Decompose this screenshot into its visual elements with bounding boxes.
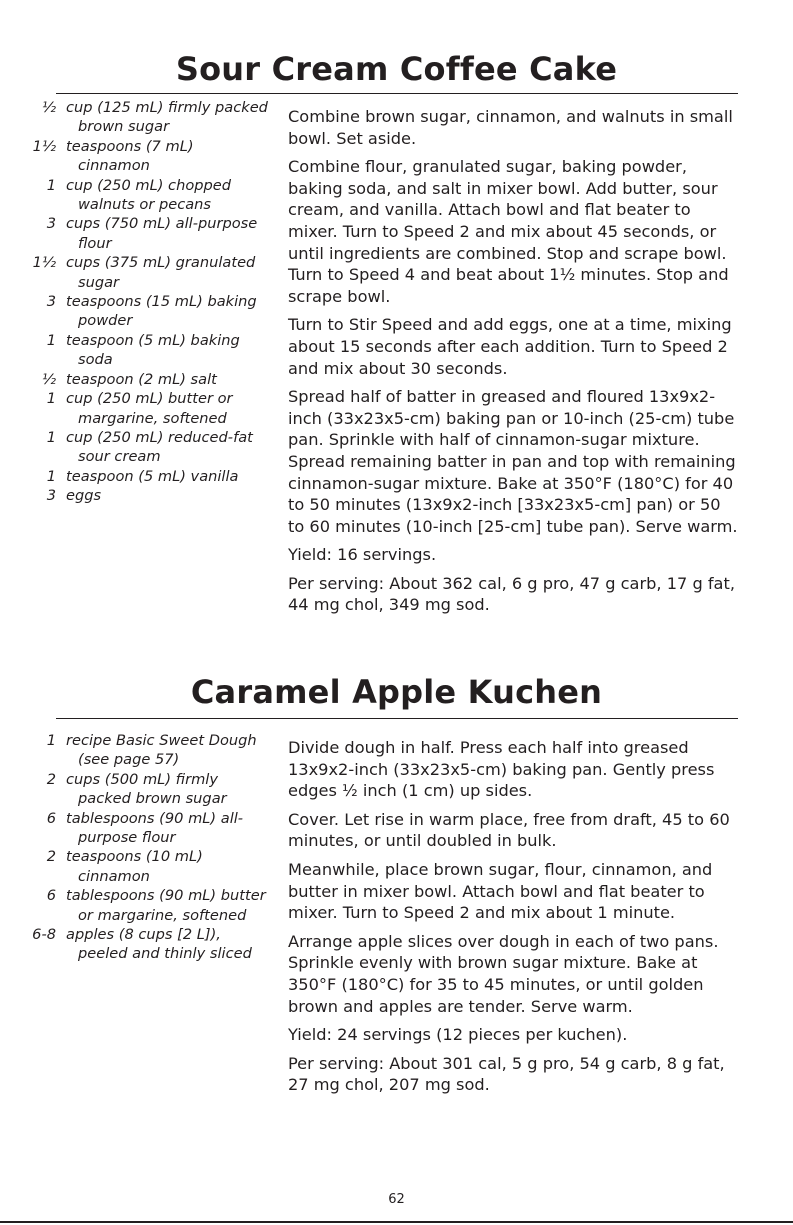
ingredient-desc: cup (250 mL) chopped walnuts or pecans bbox=[66, 176, 232, 214]
ingredient-desc: tablespoons (90 mL) all-purpose flour bbox=[66, 809, 244, 847]
ingredient-item bbox=[30, 389, 270, 428]
ingredient-desc: cups (750 mL) all-purpose flour bbox=[66, 215, 258, 252]
ingredient-item bbox=[30, 137, 270, 176]
bottom-rule bbox=[0, 1221, 793, 1223]
title-rule bbox=[56, 718, 738, 719]
title-rule bbox=[56, 93, 738, 94]
ingredient-item bbox=[30, 467, 270, 486]
ingredient-qty: 6 bbox=[46, 887, 56, 905]
ingredient-item bbox=[30, 731, 270, 770]
ingredient-item bbox=[30, 176, 270, 215]
direction-paragraph: Meanwhile, place brown sugar, flour, cinnamon, and butter in mixer bowl. Attach bowl and flat beater to mixer. Turn to Speed 2 and mix about 1 minute. bbox=[288, 859, 713, 923]
ingredient-qty: 6-8 bbox=[32, 926, 56, 944]
ingredient-desc: cups (375 mL) granulated sugar bbox=[66, 254, 256, 291]
ingredient-desc: teaspoons (10 mL) cinnamon bbox=[66, 848, 203, 885]
page-number: 62 bbox=[388, 1192, 405, 1207]
ingredient-qty: 6 bbox=[46, 809, 56, 827]
ingredient-desc: recipe Basic Sweet Dough (see page 57) bbox=[66, 732, 257, 769]
direction-paragraph: Combine flour, granulated sugar, baking powder, baking soda, and salt in mixer bowl. Add butter, sour cream, and vanilla. Attach bowl and flat beater to mixer. Turn to Speed 2 and mix about 45 seconds, or until ingredients are combined. Stop and scrape bowl. Turn to Speed 4 and beat about 1½ minutes. Stop and scrape bowl. bbox=[288, 157, 729, 306]
ingredient-desc: teaspoons (15 mL) baking powder bbox=[66, 293, 257, 330]
ingredient-qty: 2 bbox=[46, 848, 56, 866]
recipe-title-sour-cream-coffee-cake: Sour Cream Coffee Cake bbox=[175, 50, 618, 88]
ingredient-qty: 1 bbox=[46, 467, 56, 485]
ingredient-item bbox=[30, 847, 270, 886]
ingredient-qty: 1 bbox=[46, 732, 56, 749]
ingredient-qty: 1½ bbox=[32, 137, 56, 155]
recipe-title-caramel-apple-kuchen: Caramel Apple Kuchen bbox=[190, 673, 603, 711]
ingredient-item bbox=[30, 214, 270, 253]
ingredient-desc: tablespoons (90 mL) butter or margarine, softened bbox=[66, 887, 266, 924]
direction-paragraph: Divide dough in half. Press each half into greased 13x9x2-inch (33x23x5-cm) baking pan. Gently press edges ½ inch (1 cm) up sides. bbox=[288, 738, 715, 801]
ingredient-item bbox=[30, 809, 270, 848]
ingredient-qty: 2 bbox=[46, 770, 56, 788]
ingredient-item bbox=[30, 486, 270, 505]
direction-paragraph: Cover. Let rise in warm place, free from draft, 45 to 60 minutes, or until doubled in bulk. bbox=[288, 809, 730, 851]
ingredient-qty: ½ bbox=[41, 99, 56, 116]
ingredient-qty: 1½ bbox=[32, 254, 56, 272]
ingredient-qty: 1 bbox=[46, 428, 56, 446]
direction-paragraph: Spread half of batter in greased and floured 13x9x2-inch (33x23x5-cm) baking pan or 10-inch (25-cm) tube pan. Sprinkle with half of cinnamon-sugar mixture. Spread remaining batter in pan and top with remaining cinnamon-sugar mixture. Bake at 350°F (180°C) for 40 to 50 minutes (13x9x2-inch [33x23x5-cm] pan) or 50 to 60 minutes (10-inch [25-cm] tube pan). Serve warm. bbox=[288, 387, 738, 536]
ingredient-desc: cup (250 mL) reduced-fat sour cream bbox=[66, 428, 253, 466]
ingredient-qty: 3 bbox=[46, 293, 56, 311]
direction-paragraph: Arrange apple slices over dough in each of two pans. Sprinkle evenly with brown sugar mixture. Bake at 350°F (180°C) for 35 to 45 minutes, or until golden brown and apples are tender. Serve warm. bbox=[288, 931, 719, 1016]
nutrition-text: Per serving: About 301 cal, 5 g pro, 54 g carb, 8 g fat, 27 mg chol, 207 mg sod. bbox=[288, 1053, 725, 1095]
ingredient-qty: 1 bbox=[46, 331, 56, 349]
ingredient-desc: cup (250 mL) butter or margarine, softened bbox=[66, 390, 233, 427]
directions bbox=[288, 106, 740, 623]
yield-text: Yield: 24 servings (12 pieces per kuchen). bbox=[288, 1025, 628, 1045]
ingredient-item bbox=[30, 886, 270, 925]
direction-paragraph: Turn to Stir Speed and add eggs, one at a time, mixing about 15 seconds after each addition. Turn to Speed 2 and mix about 30 seconds. bbox=[288, 315, 732, 378]
ingredient-qty: 3 bbox=[46, 487, 56, 505]
ingredient-desc: cups (500 mL) firmly packed brown sugar bbox=[66, 770, 227, 808]
ingredient-item bbox=[30, 331, 270, 370]
ingredient-item bbox=[30, 253, 270, 292]
ingredient-item bbox=[30, 98, 270, 137]
ingredient-qty: 1 bbox=[46, 176, 56, 194]
ingredient-desc: teaspoons (7 mL) cinnamon bbox=[66, 137, 194, 175]
ingredient-qty: 1 bbox=[46, 390, 56, 408]
ingredient-desc: apples (8 cups [2 L]), peeled and thinly sliced bbox=[66, 926, 252, 963]
direction-paragraph: Combine brown sugar, cinnamon, and walnuts in small bowl. Set aside. bbox=[288, 107, 733, 148]
ingredient-desc: eggs bbox=[66, 487, 102, 505]
ingredient-item bbox=[30, 428, 270, 467]
ingredient-item bbox=[30, 370, 270, 389]
ingredient-item bbox=[30, 770, 270, 809]
ingredient-desc: teaspoon (2 mL) salt bbox=[66, 370, 217, 388]
ingredient-desc: cup (125 mL) firmly packed brown sugar bbox=[66, 99, 268, 136]
ingredient-qty: 3 bbox=[46, 215, 56, 233]
yield-text: Yield: 16 servings. bbox=[288, 545, 437, 565]
ingredient-list bbox=[30, 98, 270, 506]
ingredient-desc: teaspoon (5 mL) baking soda bbox=[66, 331, 240, 369]
ingredient-list bbox=[30, 731, 270, 964]
ingredient-qty: ½ bbox=[41, 370, 56, 388]
ingredient-desc: teaspoon (5 mL) vanilla bbox=[66, 467, 239, 485]
nutrition-text: Per serving: About 362 cal, 6 g pro, 47 g carb, 17 g fat, 44 mg chol, 349 mg sod. bbox=[288, 573, 735, 615]
ingredient-item bbox=[30, 292, 270, 331]
directions bbox=[288, 737, 740, 1103]
ingredient-item bbox=[30, 925, 270, 964]
